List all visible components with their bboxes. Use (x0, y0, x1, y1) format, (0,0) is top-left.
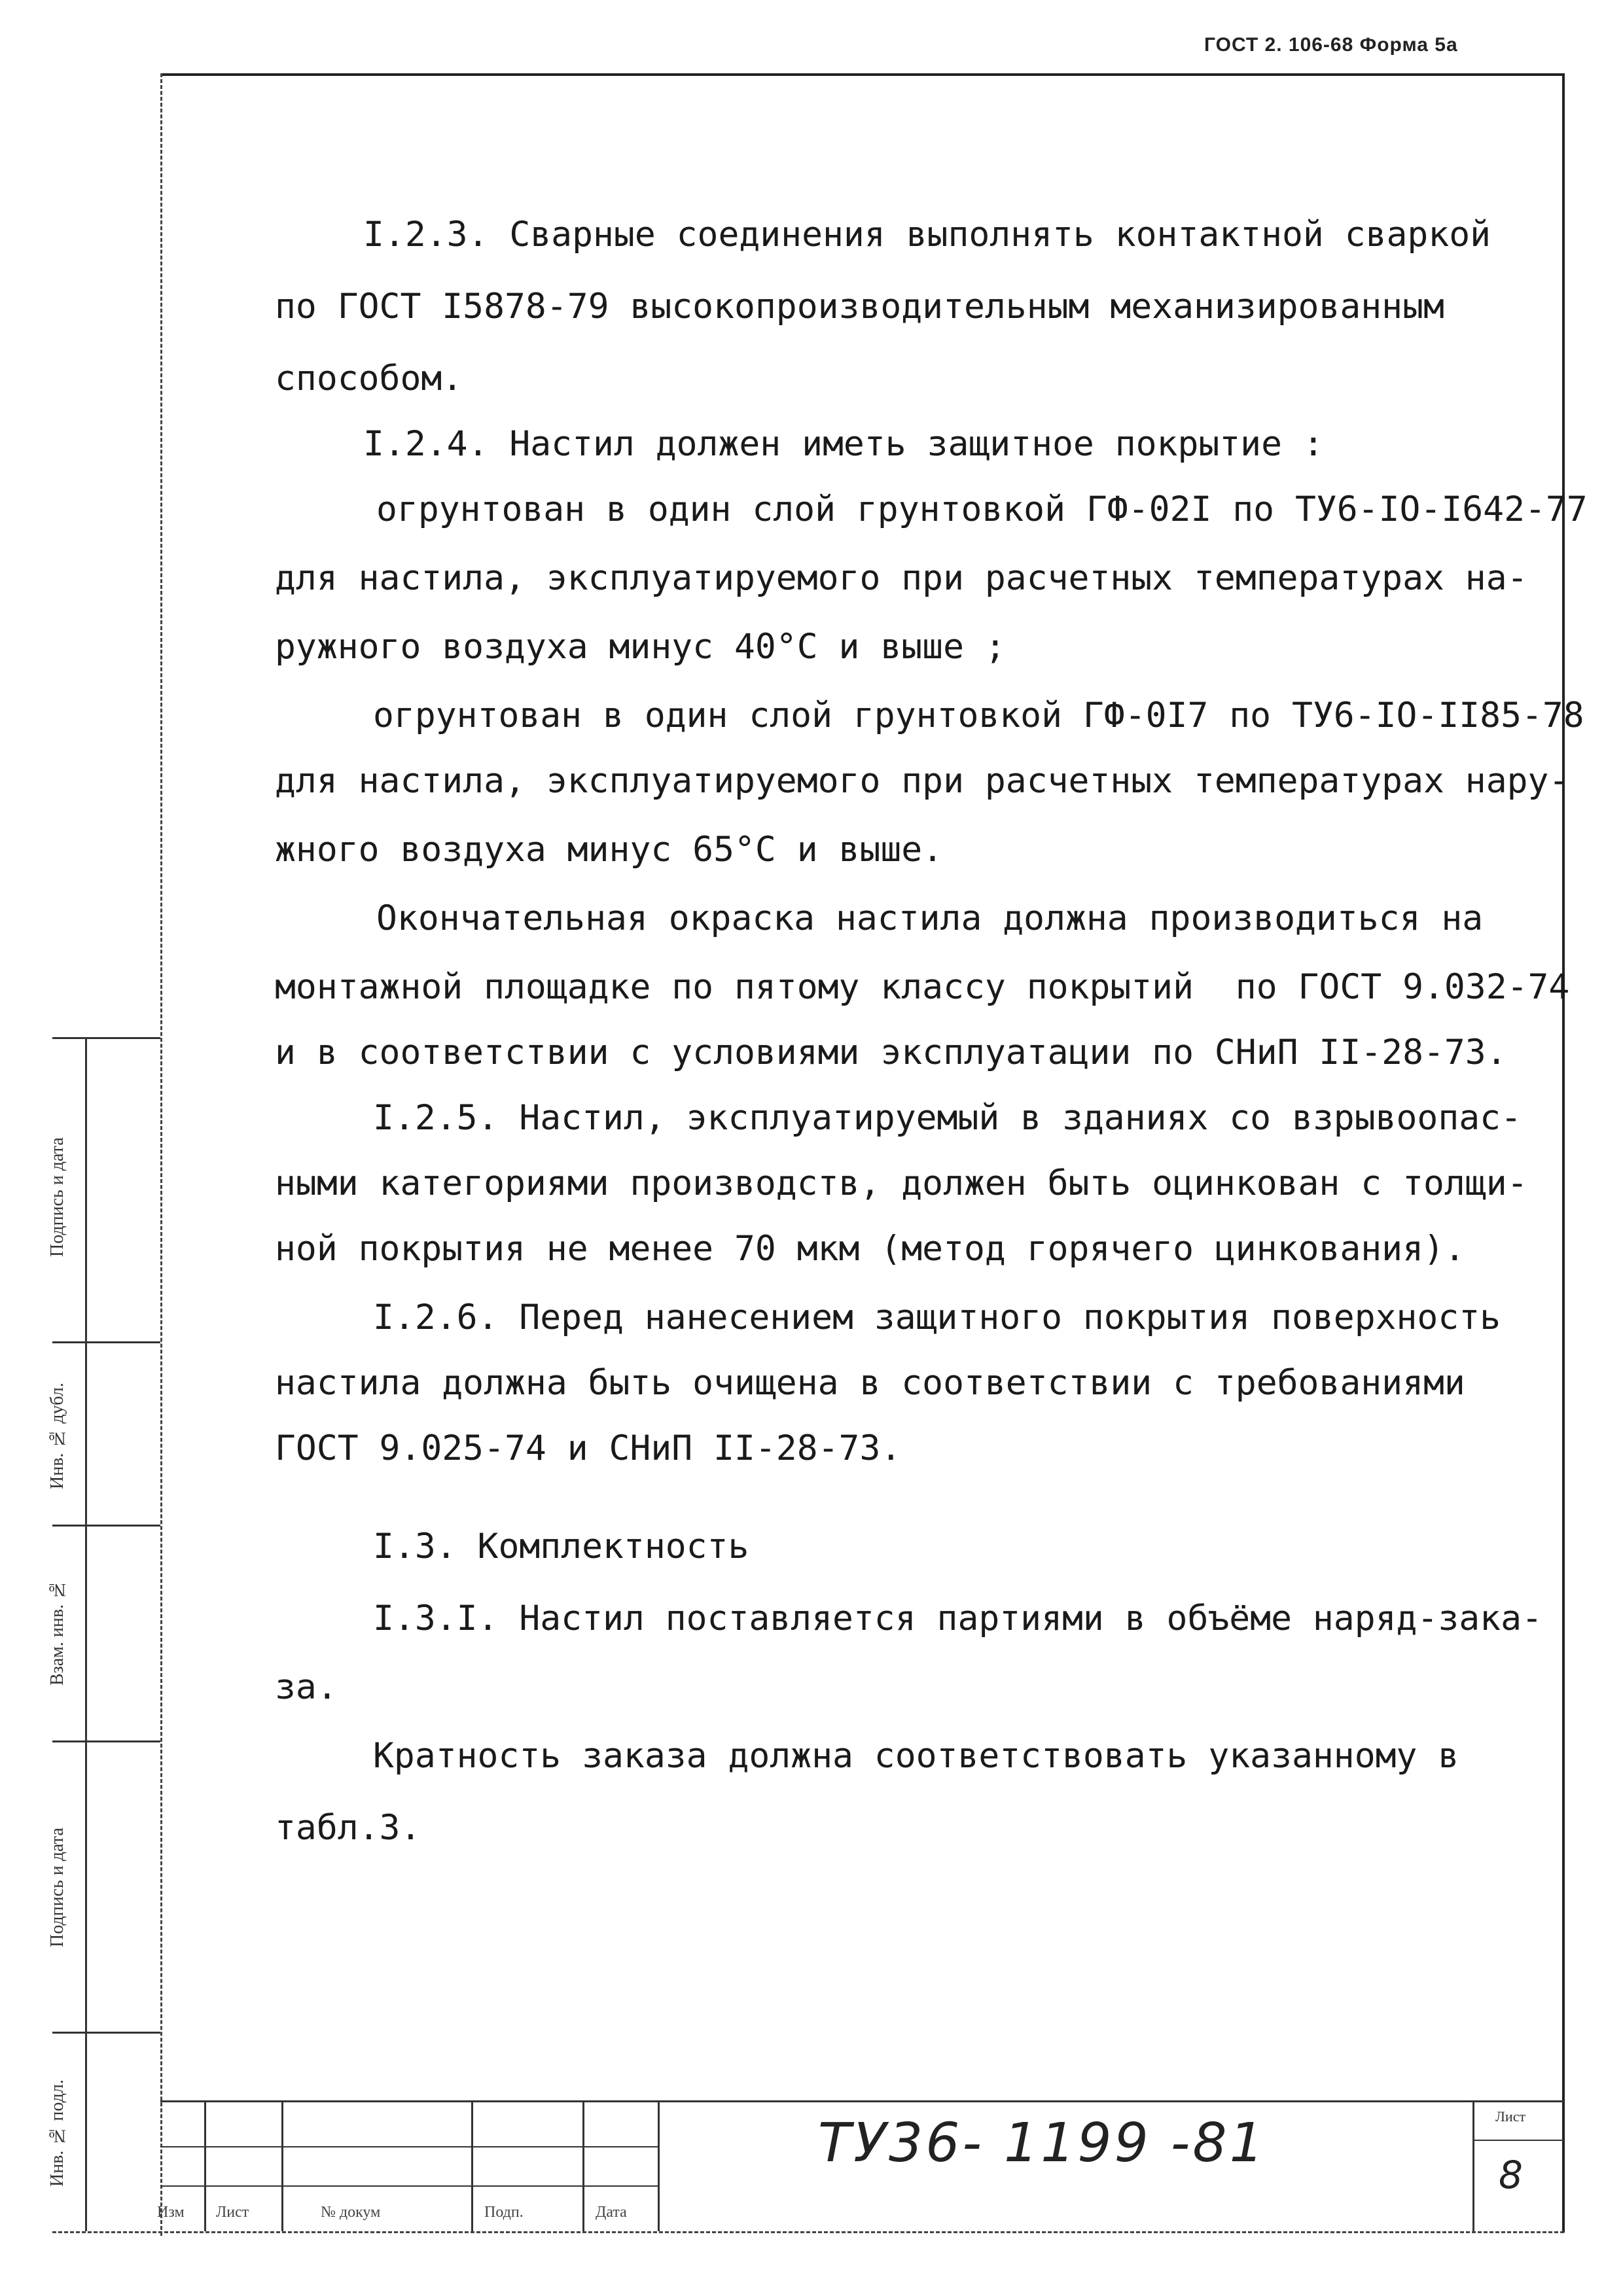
text-line: I.2.3. Сварные соединения выполнять контактной сваркой (363, 215, 1491, 255)
margin-divider (52, 1341, 160, 1343)
text-line: ГОСТ 9.025-74 и СНиП II-28-73. (275, 1428, 902, 1468)
title-block-col-line (582, 2100, 584, 2231)
text-line: настила должна быть очищена в соответствии с требованиями (275, 1363, 1465, 1403)
text-line: способом. (275, 359, 463, 398)
col-label-sheet: Лист (216, 2204, 249, 2221)
frame-left-line (160, 73, 162, 2236)
col-label-signature: Подп. (484, 2204, 524, 2221)
text-line: по ГОСТ I5878-79 высокопроизводительным механизированным (275, 287, 1444, 327)
text-line: для настила, эксплуатируемого при расчетных температурах на- (275, 558, 1528, 598)
text-line: табл.3. (275, 1808, 421, 1848)
text-line: для настила, эксплуатируемого при расчетных температурах нару- (275, 761, 1570, 801)
text-line: монтажной площадке по пятому классу покрытий по ГОСТ 9.032-74 (275, 967, 1570, 1007)
text-line: Окончательная окраска настила должна производиться на (376, 898, 1484, 938)
text-line: ружного воздуха минус 40°С и выше ; (275, 627, 1006, 667)
sheet-number: 8 (1499, 2153, 1523, 2197)
frame-top-line (160, 73, 1564, 76)
col-label-change: Изм (157, 2204, 185, 2221)
margin-divider (52, 2032, 160, 2034)
text-line: Кратность заказа должна соответствовать указанному в (373, 1736, 1459, 1776)
title-block-col-line (1472, 2100, 1474, 2231)
title-block-col-line (204, 2100, 206, 2231)
margin-label-signature-date-2: Подпись и дата (47, 1828, 67, 1948)
margin-label-replace-inv: Взам. инв. № (47, 1579, 67, 1686)
title-block-col-line (658, 2100, 660, 2231)
margin-label-dup-inv: Инв. № дубл. (47, 1383, 67, 1490)
margin-divider (52, 1740, 160, 1742)
text-line: I.2.4. Настил должен иметь защитное покрытие : (363, 424, 1324, 464)
section-heading: I.3. Комплектность (373, 1527, 749, 1566)
sheet-cell-line (1472, 2140, 1564, 2141)
document-code: ТУ36- 1199 -81 (818, 2112, 1266, 2174)
text-line: за. (275, 1667, 338, 1707)
sheet-label: Лист (1495, 2108, 1526, 2125)
text-line: I.2.6. Перед нанесением защитного покрытия поверхность (373, 1298, 1501, 1337)
margin-label-signature-date: Подпись и дата (47, 1137, 67, 1258)
title-block-col-line (471, 2100, 473, 2231)
margin-divider (52, 1525, 160, 1527)
text-line: I.2.5. Настил, эксплуатируемый в зданиях со взрывоопас- (373, 1098, 1522, 1138)
text-line: ными категориями производств, должен быть оцинкован с толщи- (275, 1163, 1528, 1203)
frame-bottom-line (52, 2231, 1564, 2233)
title-block-col-line (281, 2100, 283, 2231)
margin-label-orig-inv: Инв. № подл. (47, 2079, 67, 2187)
form-header: ГОСТ 2. 106-68 Форма 5а (1204, 34, 1458, 56)
title-block-top-line (160, 2100, 1564, 2102)
text-line: I.3.I. Настил поставляется партиями в объёме наряд-зака- (373, 1598, 1543, 1638)
text-line: огрунтован в один слой грунтовкой ГФ-0I7 по ТУ6-IO-II85-78 (373, 696, 1584, 735)
col-label-doc-no: № докум (321, 2204, 381, 2221)
margin-divider (52, 1037, 160, 1039)
text-line: огрунтован в один слой грунтовкой ГФ-02I по ТУ6-IO-I642-77 (376, 489, 1588, 529)
text-line: ной покрытия не менее 70 мкм (метод горячего цинкования). (275, 1229, 1465, 1269)
text-line: жного воздуха минус 65°С и выше. (275, 830, 944, 870)
col-label-date: Дата (596, 2204, 627, 2221)
text-line: и в соответствии с условиями эксплуатации по СНиП II-28-73. (275, 1033, 1507, 1072)
